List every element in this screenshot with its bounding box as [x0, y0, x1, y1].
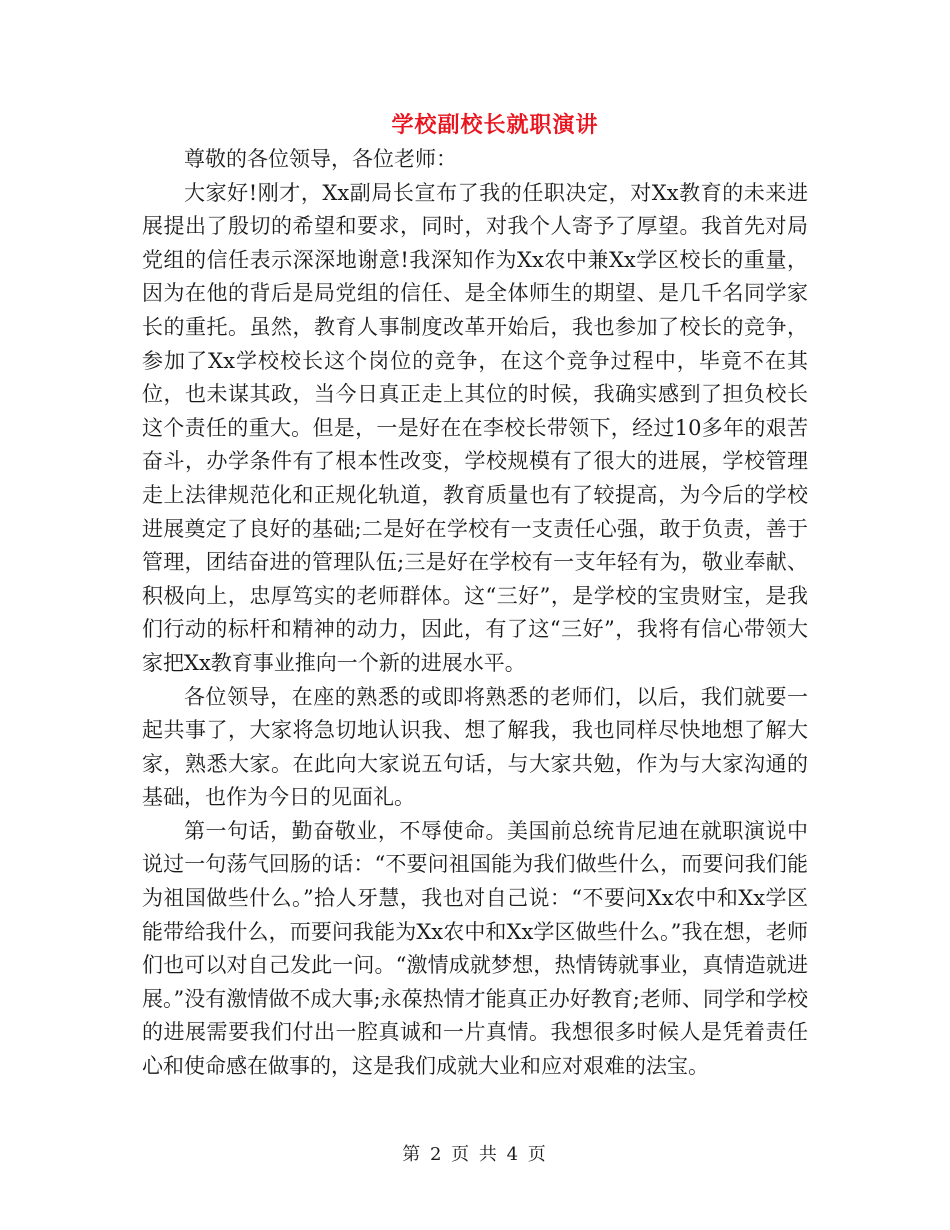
paragraph-salutation: 尊敬的各位领导，各位老师：: [184, 147, 457, 171]
paragraph-3: 第一句话，勤奋敬业，不辱使命。美国前总统肯尼迪在就职演说中说过一句荡气回肠的话：“不要问祖国能为我们做些什么，而要问我们能为祖国做些什么。”拾人牙慧，我也对自己说：“不要问Xx农中和Xx学区能带给我什么，而要问我能为Xx农中和Xx学区做些什么。”我在想，老师们也可以对自己发此一问。“激情成就梦想，热情铸就事业，真情造就进展。”没有激情做不成大事;永葆热情才能真正办好教育;老师、同学和学校的进展需要我们付出一腔真诚和一片真情。我想很多时候人是凭着责任心和使命感在做事的，这是我们成就大业和应对艰难的法宝。: [142, 818, 808, 1079]
paragraph-1: 大家好!刚才，Xx副局长宣布了我的任职决定，对Xx教育的未来进展提出了殷切的希望和要求，同时，对我个人寄予了厚望。我首先对局党组的信任表示深深地谢意!我深知作为Xx农中兼Xx学区校长的重量，因为在他的背后是局党组的信任、是全体师生的期望、是几千名同学家长的重托。虽然，教育人事制度改革开始后，我也参加了校长的竞争，参加了Xx学校校长这个岗位的竞争，在这个竞争过程中，毕竟不在其位，也未谋其政，当今日真正走上其位的时候，我确实感到了担负校长这个责任的重大。但是，一是好在在李校长带领下，经过10多年的艰苦奋斗，办学条件有了根本性改变，学校规模有了很大的进展，学校管理走上法律规范化和正规化轨道，教育质量也有了较提高，为今后的学校进展奠定了良好的基础;二是好在学校有一支责任心强，敢于负责，善于管理，团结奋进的管理队伍;三是好在学校有一支年轻有为，敬业奉献、积极向上，忠厚笃实的老师群体。这“三好”，是学校的宝贵财宝，是我们行动的标杆和精神的动力，因此，有了这“三好”，我将有信心带领大家把Xx教育事业推向一个新的进展水平。: [142, 180, 808, 675]
document-body: [142, 143, 808, 1084]
page-number-footer: 第 2 页 共 4 页: [402, 1144, 548, 1165]
document-title: 学校副校长就职演讲: [391, 112, 599, 138]
paragraph-2: 各位领导，在座的熟悉的或即将熟悉的老师们，以后，我们就要一起共事了，大家将急切地认识我、想了解我，我也同样尽快地想了解大家，熟悉大家。在此向大家说五句话，与大家共勉，作为与大家沟通的基础，也作为今日的见面礼。: [142, 684, 808, 810]
